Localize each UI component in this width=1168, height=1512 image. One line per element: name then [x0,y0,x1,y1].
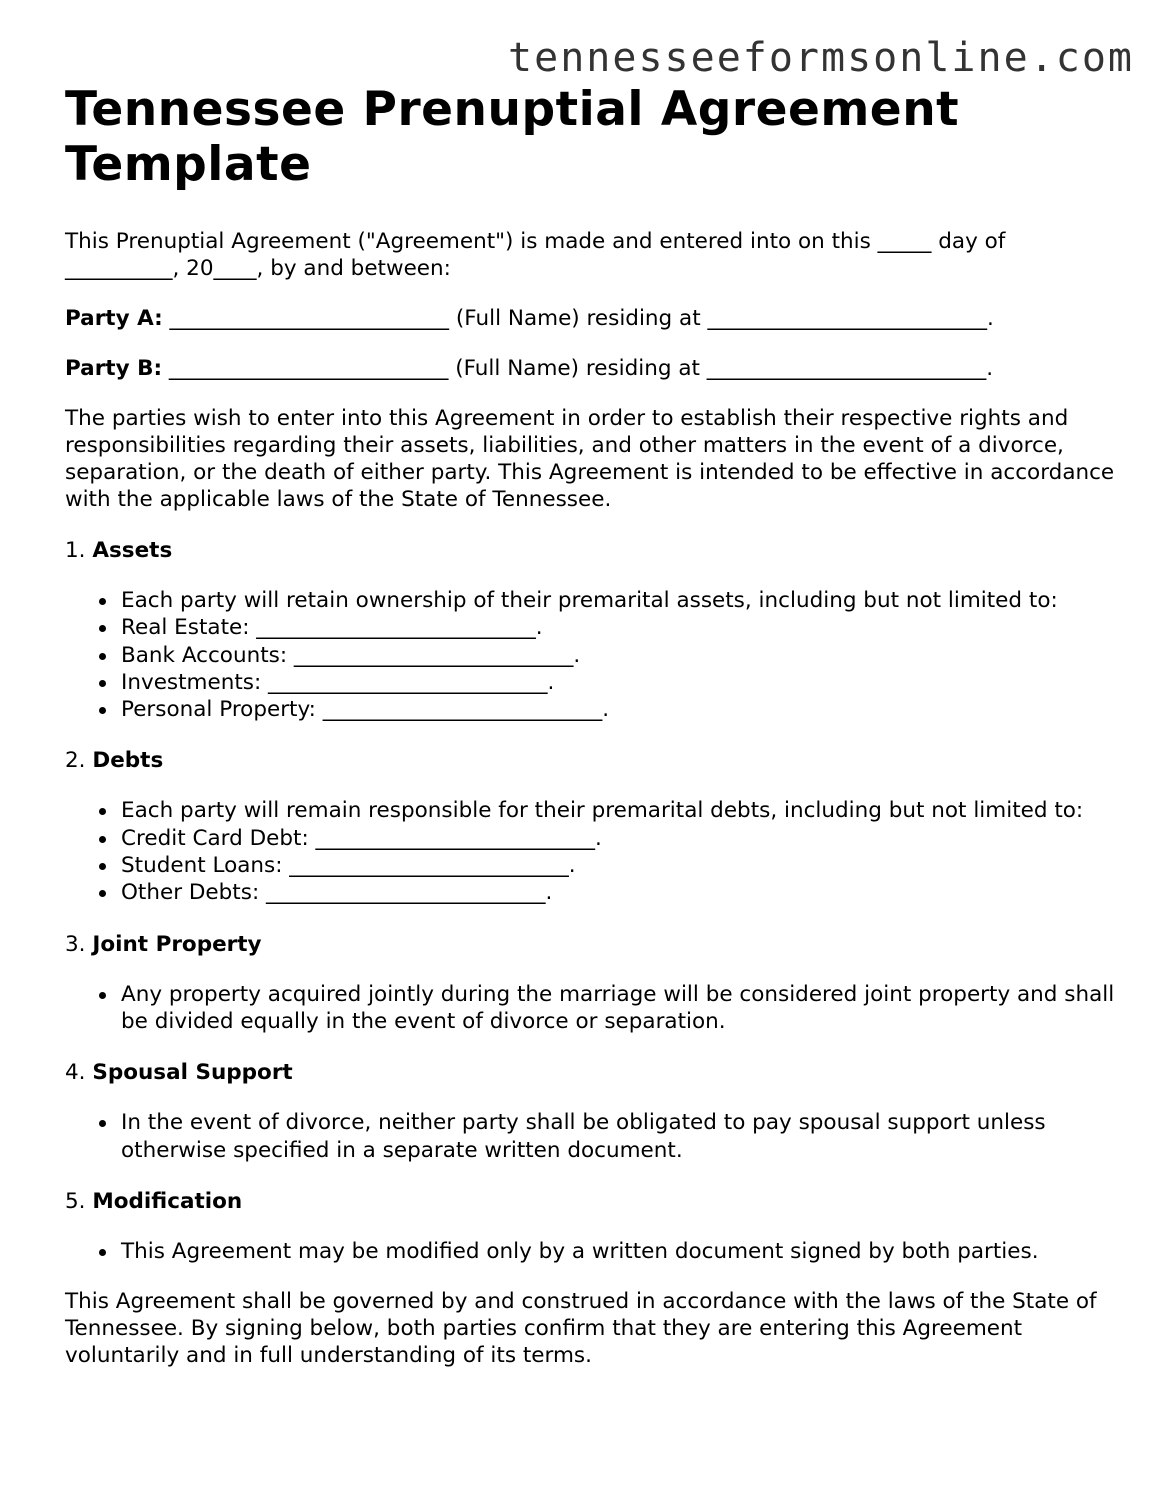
list-item: Any property acquired jointly during the marriage will be considered joint property and shall be divided equally in the event of divorce or separation. [121,981,1115,1034]
section-number: 4. [65,1060,86,1086]
section-number: 3. [65,931,86,957]
modification-list [65,1238,1115,1265]
closing-paragraph: This Agreement shall be governed by and construed in accordance with the laws of the State of Tennessee. By signing below, both parties confirm that they are entering this Agreement voluntarily and in full understanding of its terms. [65,1289,1097,1369]
list-item: This Agreement may be modified only by a written document signed by both parties. [121,1238,1115,1265]
section-number: 1. [65,538,86,563]
section-modification-heading [65,1188,1115,1215]
assets-list [65,587,1115,723]
section-assets-heading [65,537,1115,564]
list-item: Personal Property: __________________________. [121,696,1115,723]
section-spousal-support-heading [65,1059,1115,1086]
party-b-label: Party B: [65,356,163,381]
list-item: In the event of divorce, neither party shall be obligated to pay spousal support unless otherwise specified in a separate written document. [121,1109,1115,1164]
list-item: Student Loans: __________________________. [121,852,1115,879]
document-page [65,82,1115,1369]
list-item: Bank Accounts: __________________________. [121,642,1115,669]
section-title: Spousal Support [92,1060,293,1086]
party-b-line [65,355,1115,382]
party-a-label: Party A: [65,306,163,331]
intro-paragraph: This Prenuptial Agreement ("Agreement") is made and entered into on this _____ day of __________, 20____, by and between: [65,229,1006,281]
section-title: Debts [92,748,164,774]
list-item: Credit Card Debt: __________________________. [121,825,1115,852]
site-watermark: tennesseeformsonline.com [508,35,1134,81]
joint-property-list [65,981,1115,1036]
list-item: Each party will retain ownership of their premarital assets, including but not limited to: [121,587,1115,614]
spousal-support-list [65,1109,1115,1164]
section-number: 5. [65,1188,86,1214]
list-item: Investments: __________________________. [121,669,1115,696]
section-joint-property-heading [65,931,1115,958]
list-item: Each party will remain responsible for their premarital debts, including but not limited to: [121,797,1115,824]
party-b-fields: __________________________ (Full Name) residing at __________________________. [162,356,994,381]
debts-list [65,797,1115,906]
document-title: Tennessee Prenuptial Agreement Template [65,82,960,192]
section-title: Joint Property [92,931,262,957]
section-number: 2. [65,748,86,774]
section-title: Assets [92,538,173,563]
section-debts-heading [65,747,1115,774]
list-item: Other Debts: __________________________. [121,879,1115,906]
list-item: Real Estate: __________________________. [121,614,1115,641]
party-a-line [65,305,1115,332]
purpose-paragraph: The parties wish to enter into this Agreement in order to establish their respective rights and responsibilities regarding their assets, liabilities, and other matters in the event of a divorce, separation, or the death of either party. This Agreement is intended to be effective in accordance with the applicable laws of the State of Tennessee. [65,406,1115,512]
section-title: Modification [92,1188,243,1214]
party-a-fields: __________________________ (Full Name) residing at __________________________. [162,306,994,331]
